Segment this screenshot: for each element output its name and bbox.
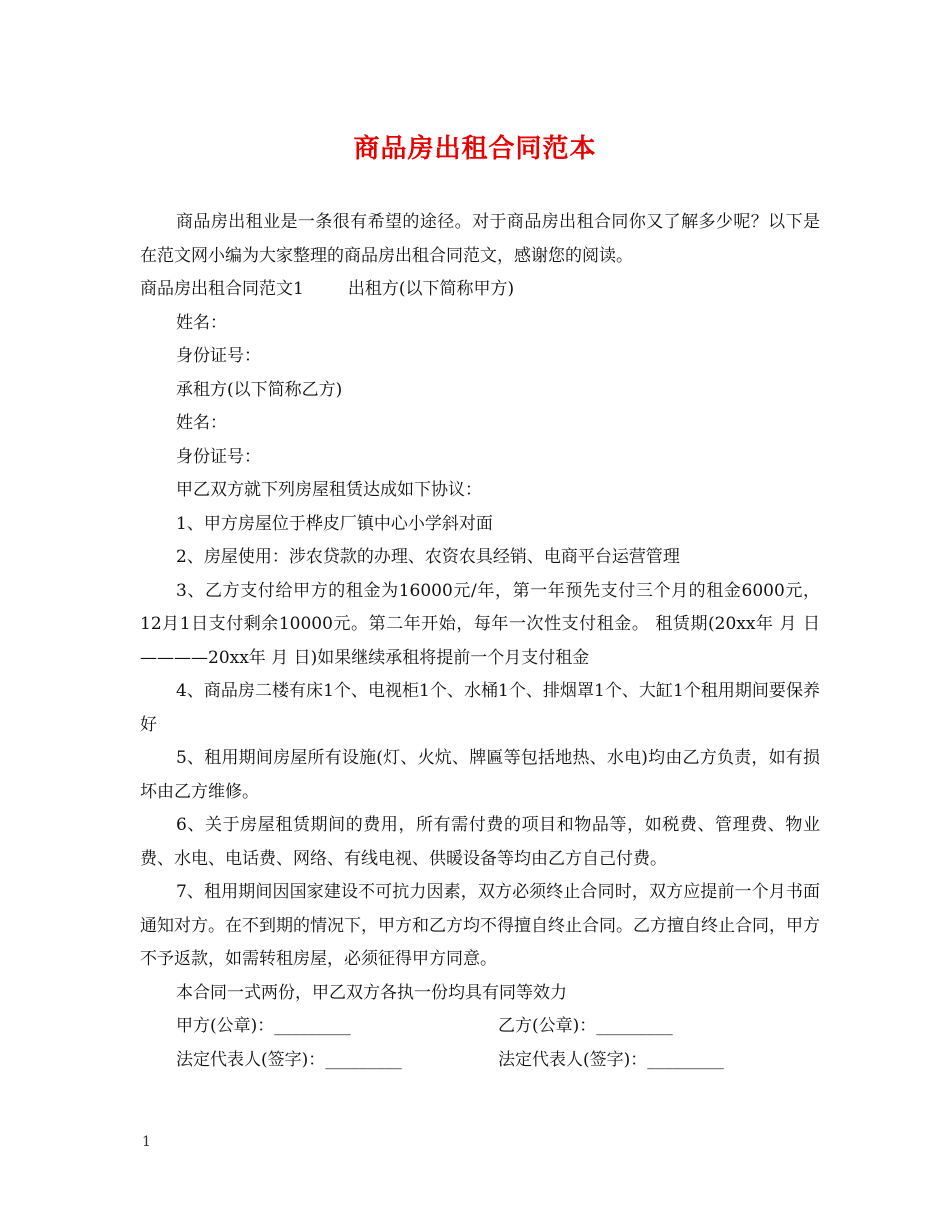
- lessor-name-field: 姓名：: [176, 312, 227, 333]
- lessee-name-field: 姓名：: [176, 413, 227, 433]
- page-number: 1: [142, 1134, 151, 1150]
- party-b-seal-field: 乙方(公章)：_________: [498, 1016, 673, 1036]
- representative-signature-row: [140, 1044, 820, 1078]
- party-a-seal-field: 甲方(公章)：_________: [176, 1016, 351, 1036]
- lessee-id-field: 身份证号：: [176, 446, 261, 467]
- document-body: [140, 206, 820, 1077]
- clause-2: 2、房屋使用：涉农贷款的办理、农资农具经销、电商平台运营管理: [176, 547, 680, 567]
- sample-header-line: [140, 273, 820, 307]
- clause-7: 7、租用期间因国家建设不可抗力因素，双方必须终止合同时，双方应提前一个月书面通知对方。在不到期的情况下，甲方和乙方均不得擅自终止合同。乙方擅自终止合同，甲方不予返款，如需转租房屋，必须征得甲方同意。: [140, 882, 820, 969]
- party-a-rep-field: 法定代表人(签字)：_________: [176, 1049, 402, 1070]
- party-b-rep-field: 法定代表人(签字)：_________: [498, 1049, 724, 1070]
- agreement-intro: 甲乙双方就下列房屋租赁达成如下协议：: [176, 480, 482, 500]
- clause-4: 4、商品房二楼有床1个、电视柜1个、水桶1个、排烟罩1个、大缸1个租用期间要保养好: [140, 681, 820, 735]
- clause-1: 1、甲方房屋位于桦皮厂镇中心小学斜对面: [176, 513, 493, 534]
- clause-6: 6、关于房屋租赁期间的费用，所有需付费的项目和物品等，如税费、管理费、物业费、水电、电话费、网络、有线电视、供暖设备等均由乙方自己付费。: [140, 815, 820, 869]
- clause-5: 5、租用期间房屋所有设施(灯、火炕、牌匾等包括地热、水电)均由乙方负责，如有损坏由乙方维修。: [140, 748, 820, 802]
- lessor-id-field: 身份证号：: [176, 346, 261, 366]
- copies-statement: 本合同一式两份，甲乙双方各执一份均具有同等效力: [176, 982, 567, 1003]
- clause-3: 3、乙方支付给甲方的租金为16000元/年，第一年预先支付三个月的租金6000元，12月1日支付剩余10000元。第二年开始，每年一次性支付租金。 租赁期(20xx年 月 日————20xx年 月 日)如果继续承租将提前一个月支付租金: [140, 580, 820, 668]
- lessee-label: 承租方(以下简称乙方): [176, 379, 343, 400]
- sample-label: 商品房出租合同范文1: [140, 279, 304, 299]
- intro-paragraph: 商品房出租业是一条很有希望的途径。对于商品房出租合同你又了解多少呢？以下是在范文网小编为大家整理的商品房出租合同范文，感谢您的阅读。: [140, 212, 820, 266]
- seal-signature-row: [140, 1010, 820, 1044]
- document-title: 商品房出租合同范本: [353, 134, 597, 164]
- lessor-label: 出租方(以下简称甲方): [347, 279, 515, 299]
